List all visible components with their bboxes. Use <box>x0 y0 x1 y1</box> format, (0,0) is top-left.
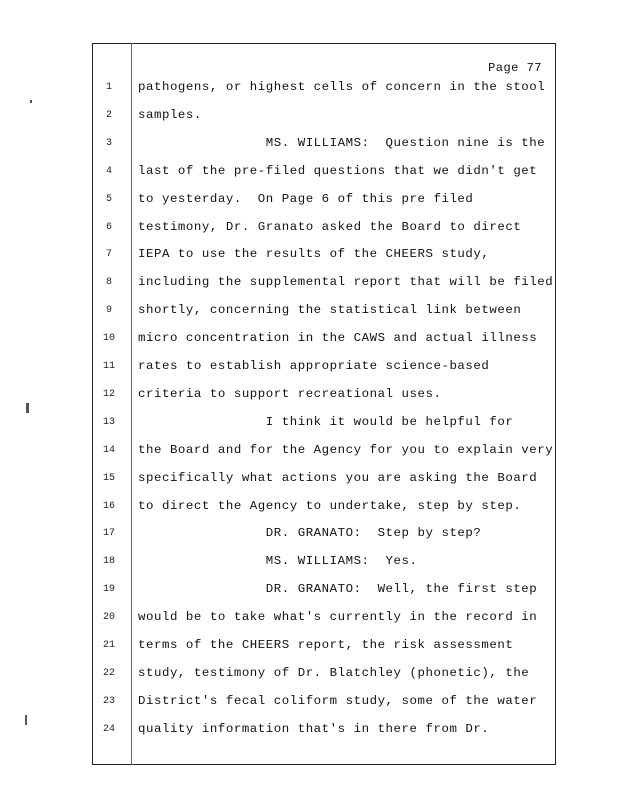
transcript-line: DR. GRANATO: Step by step? <box>138 526 482 541</box>
line-number: 19 <box>102 584 115 596</box>
transcript-line: IEPA to use the results of the CHEERS study, <box>138 247 490 262</box>
transcript-line: to direct the Agency to undertake, step by step. <box>138 498 522 513</box>
transcript-line: specifically what actions you are asking the Board <box>138 470 538 485</box>
line-number: 5 <box>105 193 112 205</box>
scan-speckle <box>26 403 29 413</box>
transcript-line: shortly, concerning the statistical link between <box>138 303 522 318</box>
line-number-margin-rule <box>131 43 132 765</box>
transcript-line: terms of the CHEERS report, the risk assessment <box>138 638 514 652</box>
line-number: 3 <box>105 137 112 149</box>
line-number: 1 <box>105 82 112 93</box>
transcript-line: to yesterday. On Page 6 of this pre filed <box>138 191 474 206</box>
line-number: 16 <box>102 500 115 512</box>
line-number: 13 <box>102 416 115 428</box>
line-number: 4 <box>105 165 112 177</box>
transcript-line: study, testimony of Dr. Blatchley (phonetic), the <box>138 665 530 680</box>
line-number: 10 <box>102 333 115 345</box>
line-number: 7 <box>105 249 112 261</box>
transcript-line: would be to take what's currently in the record in <box>138 610 538 625</box>
scan-speckle <box>25 715 27 725</box>
line-number: 24 <box>102 723 115 735</box>
line-number: 17 <box>102 528 115 540</box>
line-number: 11 <box>102 361 115 372</box>
transcript-line: testimony, Dr. Granato asked the Board to direct <box>138 219 522 234</box>
transcript-line: micro concentration in the CAWS and actual illness <box>138 331 538 346</box>
line-number: 9 <box>105 305 112 317</box>
transcript-line: DR. GRANATO: Well, the first step <box>138 582 538 597</box>
page-number: Page 77 <box>488 61 542 75</box>
line-number: 15 <box>102 472 115 484</box>
line-number: 23 <box>102 695 115 707</box>
transcript-line: last of the pre-filed questions that we didn't get <box>138 163 538 178</box>
line-number: 22 <box>102 667 115 679</box>
line-number: 21 <box>102 640 115 651</box>
page-frame <box>92 43 556 765</box>
line-number: 12 <box>102 388 115 400</box>
transcript-line: quality information that's in there from Dr. <box>138 721 490 736</box>
transcript-line: District's fecal coliform study, some of the water <box>138 693 538 708</box>
line-number: 14 <box>102 444 115 456</box>
transcript-line: criteria to support recreational uses. <box>138 386 442 401</box>
transcript-line: MS. WILLIAMS: Yes. <box>138 554 418 569</box>
transcript-line: samples. <box>138 107 202 122</box>
line-number: 18 <box>102 556 115 568</box>
transcript-line: I think it would be helpful for <box>138 414 514 429</box>
transcript-line: rates to establish appropriate science-based <box>138 359 490 373</box>
line-number: 8 <box>105 277 112 289</box>
scan-speckle <box>30 100 32 103</box>
transcript-line: the Board and for the Agency for you to explain very <box>138 442 554 457</box>
line-number: 2 <box>105 109 112 121</box>
line-number: 20 <box>102 612 115 624</box>
line-number: 6 <box>105 221 112 233</box>
transcript-line: including the supplemental report that will be filed <box>138 275 554 290</box>
transcript-line: pathogens, or highest cells of concern in the stool <box>138 80 546 94</box>
transcript-line: MS. WILLIAMS: Question nine is the <box>138 135 546 150</box>
